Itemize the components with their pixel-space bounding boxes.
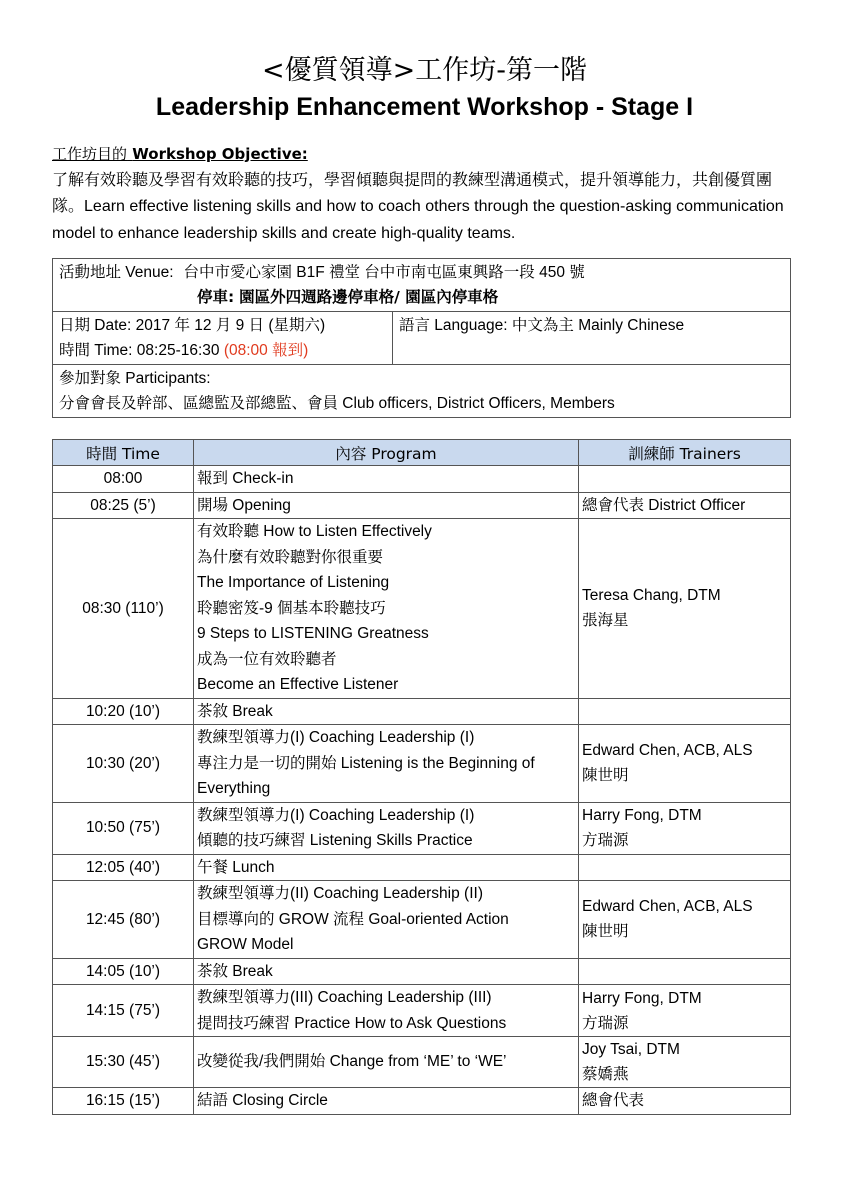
time-label: 時間 Time: 08:25-16:30: [59, 342, 220, 359]
time-text: [59, 338, 386, 363]
page-title-zh: <優質領導>工作坊-第一階: [262, 55, 587, 86]
schedule-row: [53, 958, 791, 985]
program-line: 開場 Opening: [197, 496, 291, 514]
objective-text: [52, 167, 802, 247]
program-line: 午餐 Lunch: [197, 858, 275, 876]
schedule-trainers: [579, 1037, 791, 1088]
schedule-body: [53, 466, 791, 1115]
trainer-line: Joy Tsai, DTM: [582, 1041, 680, 1058]
program-line: 教練型領導力(III) Coaching Leadership (III): [197, 989, 492, 1006]
participants-value: 分會會長及幹部、區總監及部總監、會員 Club officers, District Officers, Members: [59, 395, 615, 412]
schedule-time: 10:30 (20’): [53, 725, 194, 803]
schedule-trainers: [579, 725, 791, 803]
schedule-program: [194, 466, 579, 493]
schedule-program: [194, 881, 579, 959]
language-cell: [393, 312, 791, 365]
schedule-time: 14:05 (10’): [53, 958, 194, 985]
schedule-row: [53, 492, 791, 519]
schedule-program: [194, 802, 579, 854]
trainer-line: 方瑞源: [582, 1014, 629, 1032]
trainer-line: Edward Chen, ACB, ALS: [582, 742, 753, 760]
trainer-line: 總會代表 District Officer: [582, 496, 746, 514]
program-line: 結語 Closing Circle: [197, 1092, 328, 1109]
program-line: 茶敘 Break: [197, 962, 273, 980]
schedule-trainers: [579, 881, 791, 959]
schedule-trainers: [579, 802, 791, 854]
schedule-time: 12:45 (80’): [53, 881, 194, 959]
schedule-time: 08:00: [53, 466, 194, 493]
schedule-program: [194, 492, 579, 519]
trainer-line: Harry Fong, DTM: [582, 989, 702, 1007]
schedule-program: [194, 985, 579, 1037]
program-line: 專注力是一切的開始 Listening is the Beginning of: [197, 754, 535, 772]
trainer-line: 陳世明: [582, 767, 629, 785]
trainer-line: Edward Chen, ACB, ALS: [582, 898, 753, 916]
trainer-line: 陳世明: [582, 923, 629, 941]
program-line: Become an Effective Listener: [197, 676, 399, 693]
schedule-trainers: [579, 1088, 791, 1115]
program-line: The Importance of Listening: [197, 574, 390, 591]
participants-cell: [53, 365, 791, 418]
objective-heading-zh: 工作坊目的: [52, 145, 128, 163]
language-text: 語言 Language: 中文為主 Mainly Chinese: [399, 317, 685, 334]
program-line: 9 Steps to LISTENING Greatness: [197, 625, 429, 642]
program-line: GROW Model: [197, 936, 294, 953]
schedule-program: [194, 1037, 579, 1088]
venue-row: [53, 259, 791, 312]
checkin-time: (08:00 報到): [223, 342, 309, 359]
schedule-program: [194, 1088, 579, 1115]
schedule-trainers: [579, 466, 791, 493]
schedule-trainers: [579, 698, 791, 725]
venue-value: 台中市愛心家園 B1F 禮堂 台中市南屯區東興路一段 450 號: [183, 264, 585, 281]
schedule-row: [53, 881, 791, 959]
program-line: Everything: [197, 780, 271, 797]
header-time: 時間 Time: [53, 440, 194, 466]
schedule-table: [52, 439, 791, 1115]
participants-row: [53, 365, 791, 418]
trainer-line: 方瑞源: [582, 832, 629, 849]
header-trainers: 訓練師 Trainers: [579, 440, 791, 466]
schedule-row: [53, 802, 791, 854]
schedule-row: [53, 854, 791, 881]
schedule-trainers: [579, 958, 791, 985]
schedule-time: 08:30 (110’): [53, 519, 194, 699]
schedule-row: [53, 1037, 791, 1088]
participants-label: 參加對象 Participants:: [59, 370, 211, 387]
schedule-row: [53, 1088, 791, 1115]
parking-value: 園區外四週路邊停車格/ 園區內停車格: [239, 288, 499, 306]
schedule-row: [53, 698, 791, 725]
schedule-trainers: [579, 854, 791, 881]
schedule-program: [194, 854, 579, 881]
program-line: 為什麼有效聆聽對你很重要: [197, 548, 384, 566]
schedule-time: 16:15 (15’): [53, 1088, 194, 1115]
program-line: 教練型領導力(II) Coaching Leadership (II): [197, 885, 483, 902]
schedule-trainers: [579, 985, 791, 1037]
page-title-en: Leadership Enhancement Workshop - Stage I: [155, 93, 694, 121]
objective-heading: [52, 144, 308, 164]
trainer-line: 總會代表: [582, 1092, 645, 1109]
info-table: [52, 258, 791, 418]
venue-cell: [53, 259, 791, 312]
schedule-time: 15:30 (45’): [53, 1037, 194, 1088]
program-line: 傾聽的技巧練習 Listening Skills Practice: [197, 832, 473, 849]
objective-text-en: Learn effective listening skills and how to coach others through the question-asking communication model to enhance leadership skills and create high-quality teams.: [52, 198, 784, 242]
schedule-row: [53, 466, 791, 493]
date-language-row: [53, 312, 791, 365]
trainer-line: 蔡嬌燕: [582, 1066, 629, 1083]
program-line: 聆聽密笈-9 個基本聆聽技巧: [197, 599, 386, 617]
header-program: 內容 Program: [194, 440, 579, 466]
schedule-program: [194, 519, 579, 699]
program-line: 成為一位有效聆聽者: [197, 650, 337, 668]
program-line: 目標導向的 GROW 流程 Goal-oriented Action: [197, 910, 509, 928]
schedule-row: [53, 725, 791, 803]
date-text: 日期 Date: 2017 年 12 月 9 日 (星期六): [59, 317, 326, 334]
program-line: 教練型領導力(I) Coaching Leadership (I): [197, 729, 475, 746]
program-line: 提問技巧練習 Practice How to Ask Questions: [197, 1014, 507, 1032]
objective-heading-en: Workshop Objective:: [132, 145, 308, 163]
date-time-cell: [53, 312, 393, 365]
objective-text-zh: 了解有效聆聽及學習有效聆聽的技巧，學習傾聽與提問的教練型溝通模式，提升領導能力，共創優質團隊。: [52, 170, 773, 215]
schedule-program: [194, 725, 579, 803]
program-line: 改變從我/我們開始 Change from ‘ME’ to ‘WE’: [197, 1053, 507, 1071]
schedule-time: 12:05 (40’): [53, 854, 194, 881]
program-line: 茶敘 Break: [197, 702, 273, 720]
trainer-line: 張海星: [582, 612, 629, 630]
schedule-row: [53, 985, 791, 1037]
schedule-row: [53, 519, 791, 699]
schedule-time: 10:50 (75’): [53, 802, 194, 854]
program-line: 有效聆聽 How to Listen Effectively: [197, 523, 432, 540]
schedule-time: 14:15 (75’): [53, 985, 194, 1037]
trainer-line: Teresa Chang, DTM: [582, 587, 721, 605]
program-line: 教練型領導力(I) Coaching Leadership (I): [197, 806, 475, 824]
schedule-trainers: [579, 492, 791, 519]
schedule-header-row: [53, 440, 791, 466]
schedule-time: 08:25 (5’): [53, 492, 194, 519]
venue-label: 活動地址 Venue:: [59, 264, 174, 281]
parking-label: 停車:: [197, 288, 235, 306]
program-line: 報到 Check-in: [197, 470, 294, 487]
trainer-line: Harry Fong, DTM: [582, 807, 702, 824]
schedule-trainers: [579, 519, 791, 699]
schedule-time: 10:20 (10’): [53, 698, 194, 725]
schedule-program: [194, 698, 579, 725]
schedule-program: [194, 958, 579, 985]
